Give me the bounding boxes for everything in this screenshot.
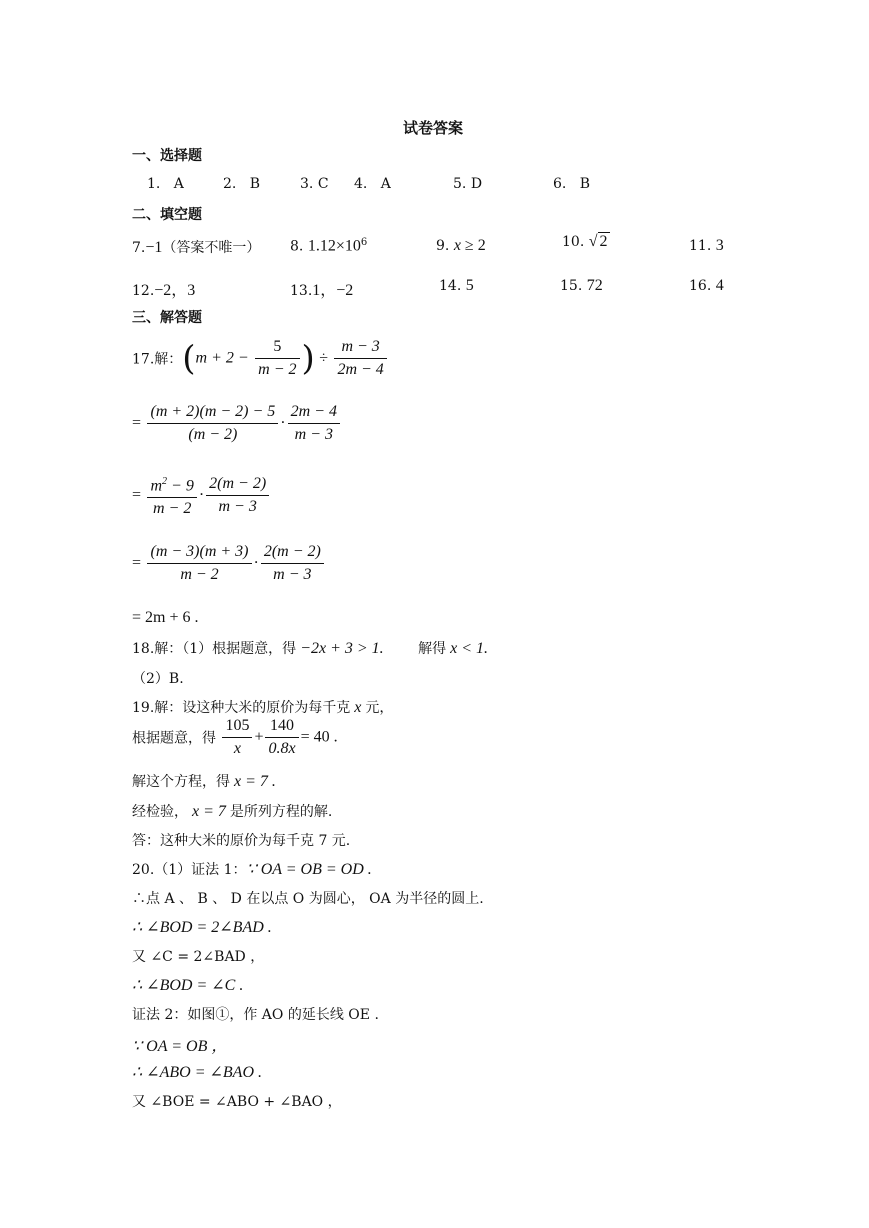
choice-5: 5. D	[453, 176, 483, 192]
fill-q9: 9. x ≥ 2	[436, 237, 486, 254]
q19-line3: 解这个方程，得 x = 7 .	[132, 773, 276, 790]
q20-line8: ∴ ∠ABO = ∠BAO .	[132, 1064, 262, 1081]
q17-line2: = $\frac{(m + 2)(m - 2) - 5}{(m - 2)}$ · $\frac{2m - 4}{m - 3}$	[132, 402, 342, 445]
choice-3: 3. C	[300, 176, 329, 192]
q20-line7: ∵ OA = OB ，	[132, 1038, 228, 1055]
choice-2: 2. B	[223, 176, 261, 192]
q19-line2: 根据题意，得 $\frac{105}{x}$ + $\frac{140}{0.8x}$ = 40 .	[132, 717, 338, 757]
q20-line5: ∴ ∠BOD = ∠C .	[132, 977, 244, 994]
q20-line6: 证法 2：如图①，作 AO 的延长线 OE .	[132, 1007, 379, 1023]
section-fill-heading: 二、填空题	[132, 207, 202, 223]
fill-q15: 15. 72	[560, 277, 603, 294]
section-solve-heading: 三、解答题	[132, 310, 202, 326]
fill-q12: 12.−2，3	[132, 282, 196, 299]
fill-q14: 14. 5	[439, 277, 474, 294]
choice-4: 4. A	[354, 176, 391, 192]
q19-line5: 答：这种大米的原价为每千克 7 元.	[132, 833, 351, 849]
section-choice-heading: 一、选择题	[132, 148, 202, 164]
q19-line1: 19.解：设这种大米的原价为每千克 x 元，	[132, 699, 394, 716]
q20-line3: ∴ ∠BOD = 2∠BAD .	[132, 919, 272, 936]
page-title: 试卷答案	[403, 119, 464, 137]
q20-line4: 又 ∠C = 2∠BAD ，	[132, 949, 265, 965]
choice-6: 6. B	[553, 176, 591, 192]
q19-line4: 经检验， x = 7 是所列方程的解.	[132, 803, 333, 820]
q17-line1: 17.解：(m + 2 − $\frac{5}{m - 2}$ ) ÷ $\frac{m - 3}{2m - 4}$	[132, 337, 389, 380]
q17-line3: = $\frac{m^2 - 9}{m - 2}$ · $\frac{2(m - 2)}{m - 3}$	[132, 472, 271, 519]
q18-line2: （2）B.	[132, 671, 184, 687]
q20-line1: 20.（1）证法 1：∵ OA = OB = OD .	[132, 861, 372, 878]
q20-line2: ∴点 A 、 B 、 D 在以点 O 为圆心， OA 为半径的圆上.	[132, 891, 484, 907]
fill-q11: 11. 3	[689, 237, 724, 254]
fill-q10: 10. √ 2	[562, 233, 608, 250]
q17-line5: = 2m + 6 .	[132, 609, 199, 626]
fill-q7: 7.−1（答案不唯一）	[132, 239, 261, 256]
choice-1: 1. A	[147, 176, 184, 192]
q20-line9: 又 ∠BOE = ∠ABO + ∠BAO ，	[132, 1094, 342, 1110]
q17-line4: = $\frac{(m - 3)(m + 3)}{m - 2}$ · $\frac{2(m - 2)}{m - 3}$	[132, 542, 326, 585]
fill-q16: 16. 4	[689, 277, 724, 294]
q18-line1: 18.解：（1）根据题意，得 −2x + 3 > 1. 解得 x < 1.	[132, 640, 489, 657]
fill-q8: 8. $1.12\times 10^6$	[290, 237, 368, 255]
fill-q13: 13.1，−2	[290, 282, 354, 299]
